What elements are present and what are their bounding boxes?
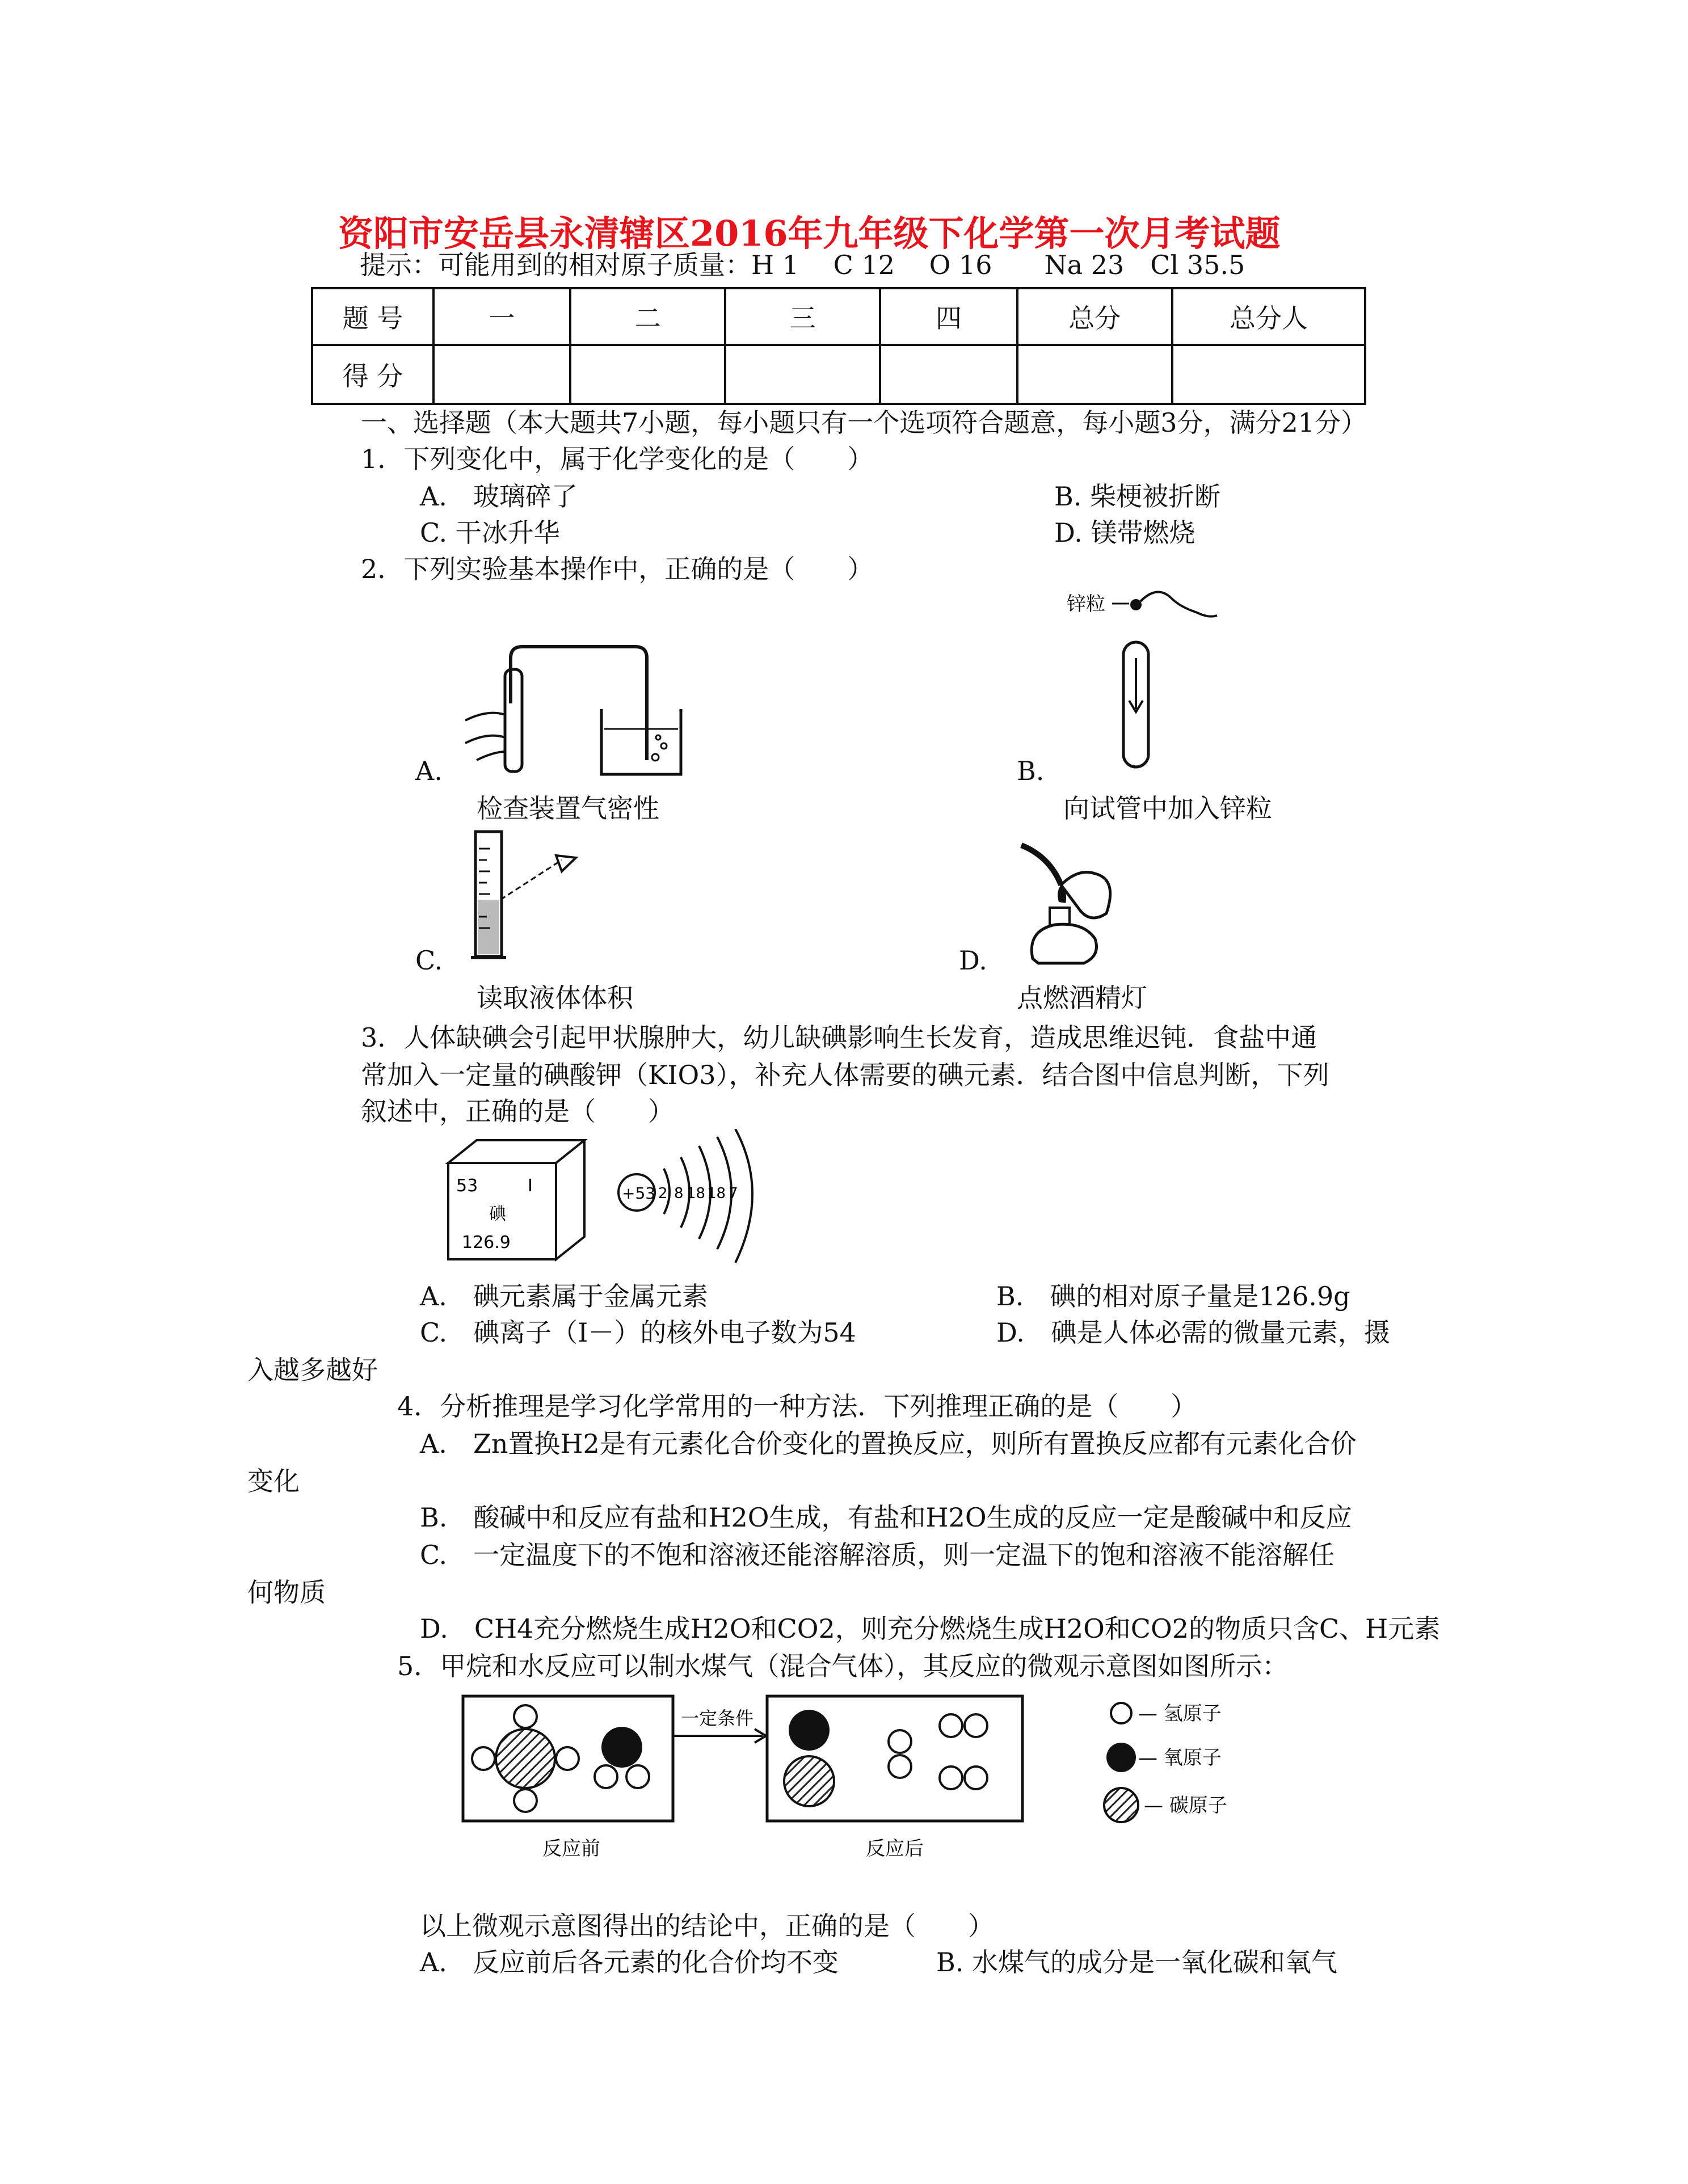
score-input-cell[interactable]: [570, 345, 725, 404]
q2-option-c-caption: 读取液体体积: [477, 983, 633, 1013]
q2-option-c-letter: C.: [415, 945, 443, 976]
after-label: 反应后: [866, 1837, 924, 1860]
score-row-label: 得 分: [312, 345, 433, 404]
q4-option-c-cont: 何物质: [247, 1577, 326, 1608]
q4-option-b: B. 酸碱中和反应有盐和H2O生成，有盐和H2O生成的反应一定是酸碱中和反应: [420, 1502, 1352, 1533]
q5-stem2: 以上微观示意图得出的结论中，正确的是（ ）: [420, 1911, 994, 1941]
iodine-shell-1: 2: [658, 1185, 668, 1202]
q3-stem-line3: 叙述中，正确的是（ ）: [361, 1096, 674, 1127]
zinc-label: 锌粒: [1067, 593, 1105, 615]
reaction-diagram: [457, 1679, 1411, 1861]
score-input-cell[interactable]: [725, 345, 880, 404]
q2-option-a-caption: 检查装置气密性: [477, 793, 659, 824]
iodine-symbol: I: [528, 1176, 533, 1196]
legend-carbon: — 碳原子: [1144, 1794, 1227, 1817]
score-header-cell: 二: [570, 288, 725, 345]
q2-option-b-letter: B.: [1017, 756, 1045, 786]
q2-option-d-caption: 点燃酒精灯: [1017, 983, 1147, 1013]
iodine-shell-2: 8: [674, 1185, 684, 1202]
cylinder-figure: [465, 826, 590, 962]
q4-option-a-cont: 变化: [247, 1466, 300, 1496]
q3-option-c: C. 碘离子（I－）的核外电子数为54: [420, 1317, 856, 1348]
score-header-cell: 题 号: [312, 288, 433, 345]
zinc-test-tube-figure: [1067, 590, 1237, 783]
score-header-cell: 一: [433, 288, 570, 345]
q1-option-d: D. 镁带燃烧: [1054, 517, 1196, 548]
legend-oxygen: — 氧原子: [1138, 1747, 1222, 1769]
q2-option-d-letter: D.: [959, 945, 987, 976]
q1-option-b: B. 柴梗被折断: [1054, 481, 1221, 512]
iodine-shell-3: 18: [687, 1185, 706, 1202]
score-input-cell[interactable]: [1172, 345, 1365, 404]
alcohol-lamp-figure: [1016, 834, 1140, 970]
q2-stem: 2．下列实验基本操作中，正确的是（ ）: [361, 554, 874, 584]
iodine-nucleus: +53: [622, 1184, 656, 1203]
q3-stem-line1: 3．人体缺碘会引起甲状腺肿大，幼儿缺碘影响生长发育，造成思维迟钝．食盐中通: [361, 1022, 1317, 1053]
q3-option-b: B. 碘的相对原子量是126.9g: [996, 1281, 1350, 1312]
before-label: 反应前: [542, 1837, 600, 1860]
score-input-cell[interactable]: [880, 345, 1017, 404]
iodine-mass: 126.9: [462, 1233, 511, 1253]
q1-stem: 1．下列变化中，属于化学变化的是（ ）: [361, 444, 874, 474]
q1-option-c: C. 干冰升华: [420, 517, 560, 548]
q2-option-b-caption: 向试管中加入锌粒: [1063, 793, 1272, 824]
iodine-shell-5: 7: [729, 1185, 738, 1202]
airtightness-figure: [465, 635, 715, 783]
section-heading: 一、选择题（本大题共7小题，每小题只有一个选项符合题意，每小题3分，满分21分）: [361, 407, 1367, 438]
iodine-shell-4: 18: [707, 1185, 726, 1202]
legend-hydrogen: — 氢原子: [1138, 1702, 1222, 1725]
score-input-cell[interactable]: [1017, 345, 1172, 404]
score-header-cell: 四: [880, 288, 1017, 345]
score-header-cell: 总分: [1017, 288, 1172, 345]
q1-option-a: A. 玻璃碎了: [420, 481, 578, 512]
score-header-cell: 三: [725, 288, 880, 345]
q5-option-a: A. 反应前后各元素的化合价均不变: [420, 1947, 839, 1978]
reaction-condition: 一定条件: [681, 1707, 754, 1729]
q3-option-d-cont: 入越多越好: [247, 1355, 378, 1385]
iodine-name: 碘: [489, 1204, 506, 1224]
q3-option-d: D. 碘是人体必需的微量元素，摄: [996, 1317, 1390, 1348]
score-table: [311, 287, 1366, 405]
q3-option-a: A. 碘元素属于金属元素: [420, 1281, 708, 1312]
q4-stem: 4．分析推理是学习化学常用的一种方法．下列推理正确的是（ ）: [397, 1391, 1197, 1422]
q5-stem: 5．甲烷和水反应可以制水煤气（混合气体），其反应的微观示意图如图所示：: [397, 1651, 1289, 1681]
q2-option-a-letter: A.: [415, 756, 443, 786]
q3-stem-line2: 常加入一定量的碘酸钾（KIO3），补充人体需要的碘元素．结合图中信息判断，下列: [361, 1060, 1329, 1090]
q4-option-d: D. CH4充分燃烧生成H2O和CO2，则充分燃烧生成H2O和CO2的物质只含C、H元素: [420, 1613, 1441, 1644]
iodine-figure: [437, 1129, 777, 1276]
score-input-cell[interactable]: [433, 345, 570, 404]
q4-option-a: A. Zn置换H2是有元素化合价变化的置换反应，则所有置换反应都有元素化合价: [420, 1428, 1357, 1459]
q5-option-b: B. 水煤气的成分是一氧化碳和氧气: [936, 1947, 1338, 1978]
hint-line: 提示：可能用到的相对原子质量：H 1 C 12 O 16 Na 23 Cl 35.5: [360, 250, 1245, 280]
score-header-cell: 总分人: [1172, 288, 1365, 345]
page-title: 资阳市安岳县永清辖区2016年九年级下化学第一次月考试题: [338, 213, 1281, 254]
iodine-atomic-number: 53: [456, 1176, 478, 1196]
q4-option-c: C. 一定温度下的不饱和溶液还能溶解溶质，则一定温下的饱和溶液不能溶解任: [420, 1540, 1335, 1570]
